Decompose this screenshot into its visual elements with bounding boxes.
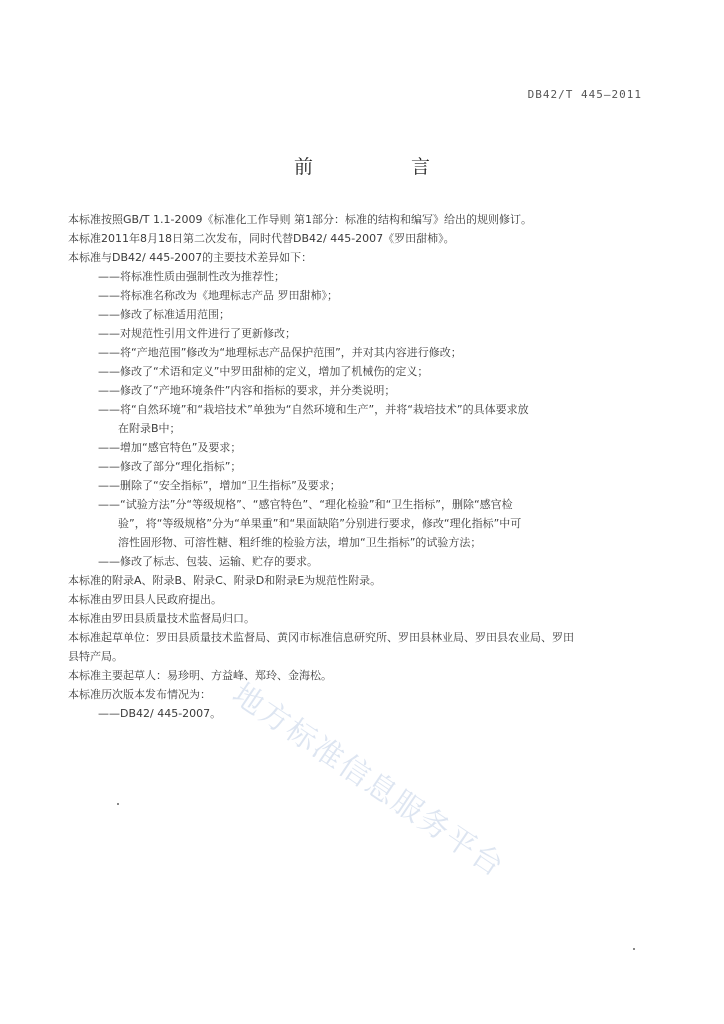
list-item: ——修改了标志、包装、运输、贮存的要求。: [98, 555, 318, 568]
paragraph-line: 本标准主要起草人：易珍明、方益峰、郑玲、金海松。: [68, 669, 332, 682]
paragraph-line: 本标准2011年8月18日第二次发布，同时代替DB42/ 445-2007《罗田甜柿》。: [68, 232, 455, 245]
list-item: ——“试验方法”分“等级规格”、“感官特色”、“理化检验”和“卫生指标”，删除“感官检: [98, 498, 513, 511]
foreword-body: [68, 210, 653, 723]
list-item: ——增加“感官特色”及要求；: [98, 441, 242, 454]
list-item-continuation: 在附录B中；: [118, 422, 181, 435]
paragraph-line: 本标准的附录A、附录B、附录C、附录D和附录E为规范性附录。: [68, 574, 382, 587]
list-item: ——将“产地范围”修改为“地理标志产品保护范围”，并对其内容进行修改；: [98, 346, 462, 359]
paragraph-line: 本标准按照GB/T 1.1-2009《标准化工作导则 第1部分：标准的结构和编写》给出的规则修订。: [68, 213, 532, 226]
list-item: ——将“自然环境”和“栽培技术”单独为“自然环境和生产”，并将“栽培技术”的具体要求放: [98, 403, 529, 416]
list-item: ——将标准名称改为《地理标志产品 罗田甜柿》；: [98, 289, 338, 302]
paragraph-line: 本标准起草单位：罗田县质量技术监督局、黄冈市标准信息研究所、罗田县林业局、罗田县农业局、罗田: [68, 631, 574, 644]
watermark: 地方标准信息服务平台: [225, 676, 511, 885]
list-item: ——DB42/ 445-2007。: [98, 707, 222, 720]
list-item: ——将标准性质由强制性改为推荐性；: [98, 270, 285, 283]
list-item: ——删除了“安全指标”，增加“卫生指标”及要求；: [98, 479, 341, 492]
list-item-continuation: 溶性固形物、可溶性糖、粗纤维的检验方法，增加“卫生指标”的试验方法；: [118, 536, 482, 549]
list-item: ——修改了标准适用范围；: [98, 308, 230, 321]
list-item: ——对规范性引用文件进行了更新修改；: [98, 327, 296, 340]
list-item: ——修改了“术语和定义”中罗田甜柿的定义，增加了机械伤的定义；: [98, 365, 429, 378]
paragraph-line: 县特产局。: [68, 650, 123, 663]
scan-speck: [633, 948, 635, 950]
list-item: ——修改了部分“理化指标”；: [98, 460, 242, 473]
scan-speck: [117, 803, 119, 805]
paragraph-line: 本标准由罗田县质量技术监督局归口。: [68, 612, 255, 625]
paragraph-line: 本标准历次版本发布情况为：: [68, 688, 211, 701]
page-title: 前 言: [293, 156, 477, 178]
paragraph-line: 本标准由罗田县人民政府提出。: [68, 593, 222, 606]
list-item: ——修改了“产地环境条件”内容和指标的要求，并分类说明；: [98, 384, 396, 397]
paragraph-line: 本标准与DB42/ 445-2007的主要技术差异如下：: [68, 251, 313, 264]
list-item-continuation: 验”，将“等级规格”分为“单果重”和“果面缺陷”分别进行要求，修改“理化指标”中可: [118, 517, 522, 530]
document-code: DB42/T 445—2011: [527, 88, 642, 101]
